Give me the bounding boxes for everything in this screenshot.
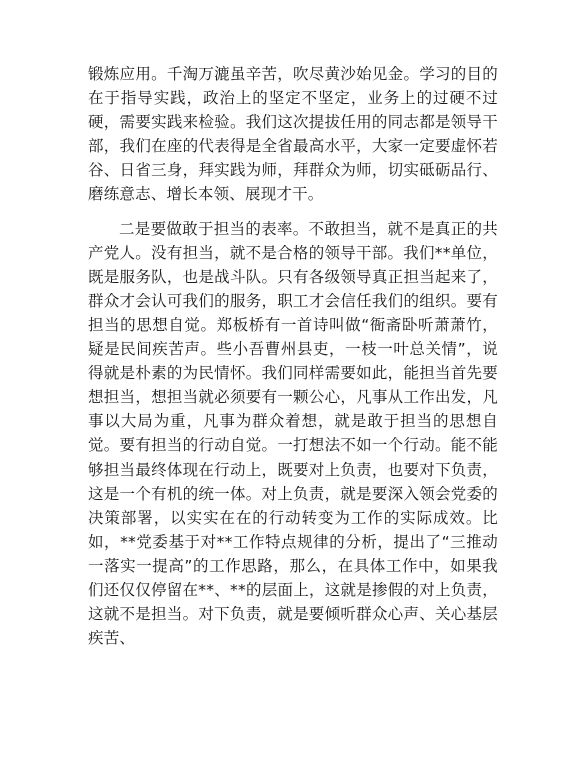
paragraph-1: 锻炼应用。千淘万漉虽辛苦，吹尽黄沙始见金。学习的目的在于指导实践，政治上的坚定不坚定，业务上的过硬不过硬，需要实践来检验。我们这次提拔任用的同志都是领导干部，我们在座的代表得是全省最高水平，大家一定要虚怀若谷、日省三身，拜实践为师，拜群众为师，切实砥砺品行、磨练意志、增长本领、展现才干。 (88, 65, 498, 204)
paragraph-2: 二是要做敢于担当的表率。不敢担当，就不是真正的共产党人。没有担当，就不是合格的领导干部。我们**单位，既是服务队，也是战斗队。只有各级领导真正担当起来了，群众才会认可我们的服务，职工才会信任我们的组织。要有担当的思想自觉。郑板桥有一首诗叫做“衙斋卧听萧萧竹，疑是民间疾苦声。些小吾曹州县吏，一枝一叶总关情”，说得就是朴素的为民情怀。我们同样需要如此，能担当首先要想担当，想担当就必须要有一颗公心，凡事从工作出发，凡事以大局为重，凡事为群众着想，就是敢于担当的思想自觉。要有担当的行动自觉。一打想法不如一个行动。能不能够担当最终体现在行动上，既要对上负责，也要对下负责，这是一个有机的统一体。对上负责，就是要深入领会党委的决策部署，以实实在在的行动转变为工作的实际成效。比如，**党委基于对**工作特点规律的分析，提出了“三推动一落实一提高”的工作思路，那么，在具体工作中，如果我们还仅仅停留在**、**的层面上，这就是掺假的对上负责，这就不是担当。对下负责，就是要倾听群众心声、关心基层疾苦、 (88, 219, 498, 648)
document-body (88, 62, 498, 650)
